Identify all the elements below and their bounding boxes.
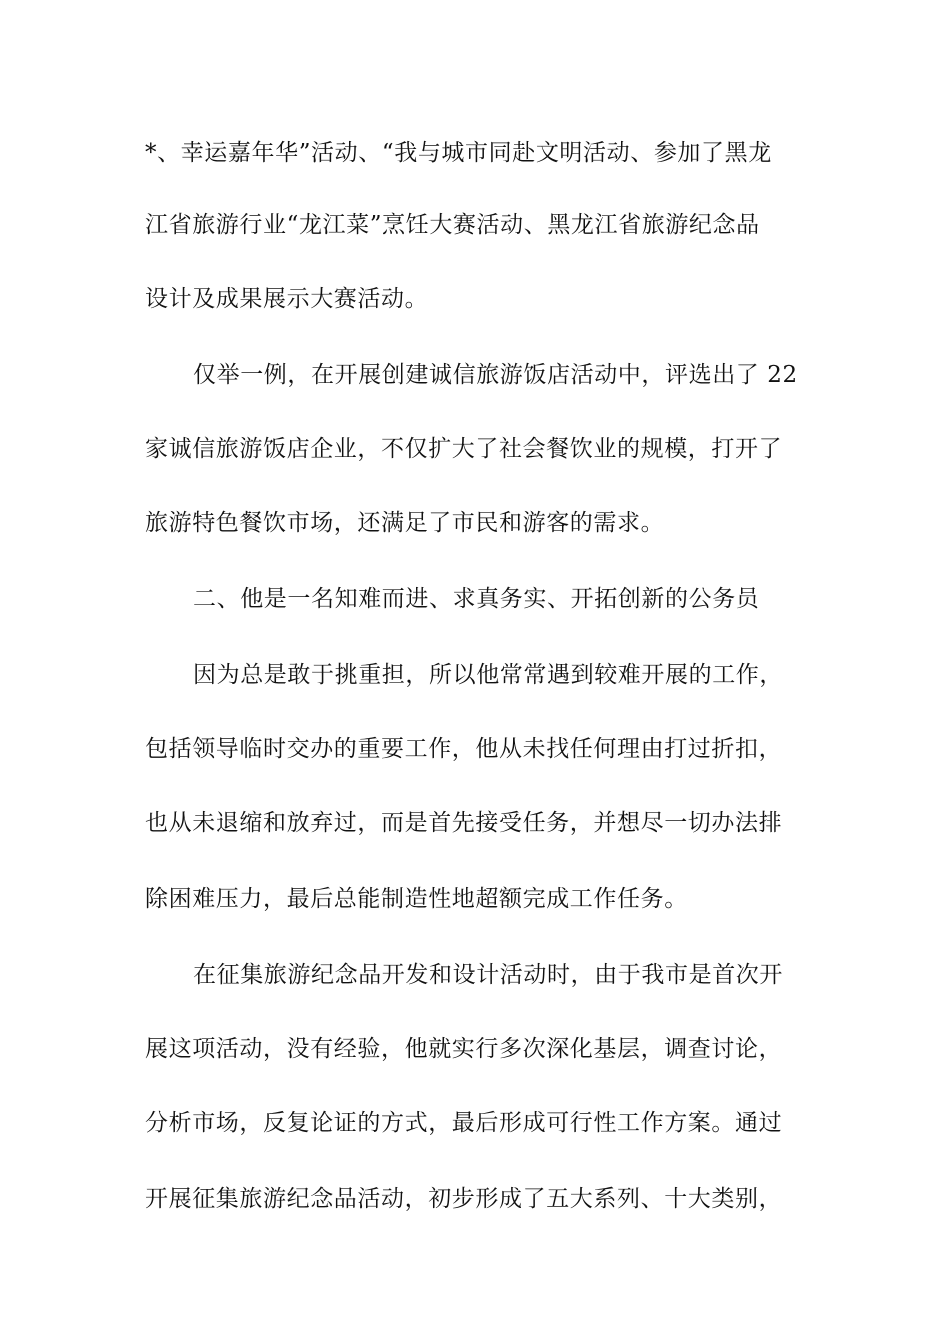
text-line: 分析市场，反复论证的方式，最后形成可行性工作方案。通过 xyxy=(145,1110,783,1136)
text-line: 包括领导临时交办的重要工作，他从未找任何理由打过折扣， xyxy=(145,736,783,762)
text-line: *、幸运嘉年华”活动、“我与城市同赴文明活动、参加了黑龙 xyxy=(145,140,772,166)
text-line: 家诚信旅游饭店企业，不仅扩大了社会餐饮业的规模，打开了 xyxy=(145,436,783,462)
text-line: 旅游特色餐饮市场，还满足了市民和游客的需求。 xyxy=(145,510,665,536)
text-line: 也从未退缩和放弃过，而是首先接受任务，并想尽一切办法排 xyxy=(145,810,783,836)
text-line: 开展征集旅游纪念品活动，初步形成了五大系列、十大类别， xyxy=(145,1186,783,1212)
text-line: 除困难压力，最后总能制造性地超额完成工作任务。 xyxy=(145,886,688,912)
text-line: 江省旅游行业“龙江菜”烹饪大赛活动、黑龙江省旅游纪念品 xyxy=(145,212,760,238)
section-heading: 二、他是一名知难而进、求真务实、开拓创新的公务员 xyxy=(193,586,760,612)
text-line: 设计及成果展示大赛活动。 xyxy=(145,286,429,312)
text-line: 展这项活动，没有经验，他就实行多次深化基层，调查讨论， xyxy=(145,1036,783,1062)
paragraph-first-line: 因为总是敢于挑重担，所以他常常遇到较难开展的工作， xyxy=(193,662,783,688)
paragraph-first-line: 在征集旅游纪念品开发和设计活动时，由于我市是首次开 xyxy=(193,962,783,988)
paragraph-first-line: 仅举一例，在开展创建诚信旅游饭店活动中，评选出了 22 xyxy=(193,362,798,388)
